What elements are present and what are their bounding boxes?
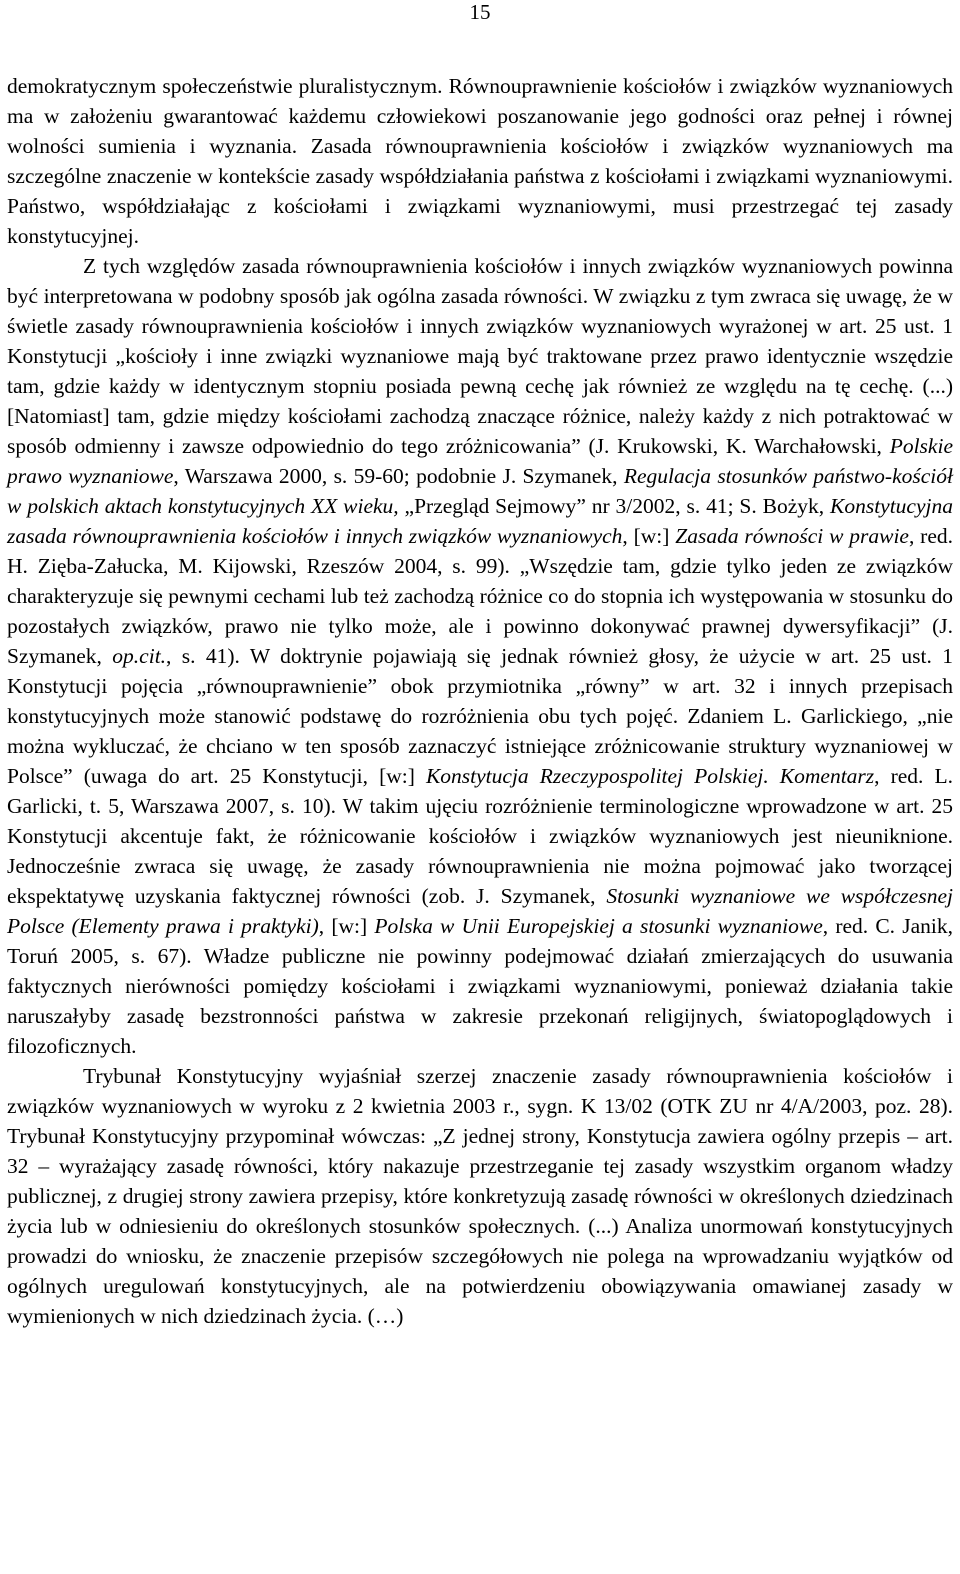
paragraph	[7, 251, 953, 1061]
text-run: „Przegląd Sejmowy” nr 3/2002, s. 41; S. Bożyk,	[398, 494, 830, 518]
text-run: , [w:]	[622, 524, 676, 548]
paragraph	[7, 71, 953, 251]
italic-citation: op.cit.	[112, 644, 167, 668]
text-run: , red. L. Garlicki, t. 5, Warszawa 2007, s. 10). W takim ujęciu rozróżnienie terminologiczne wprowadzone w art. 25 Konstytucji akcentuje fakt, że różnicowanie kościołów i związków wyznaniowych jest nieuniknione. Jednocześnie zwraca się uwagę, że zasady równouprawnienia nie można pojmować jako tworzącej ekspektatywę uzyskania faktycznej równości (zob. J. Szymanek,	[7, 764, 953, 908]
text-run: Trybunał Konstytucyjny wyjaśniał szerzej znaczenie zasady równouprawnienia kościołów i związków wyznaniowych w wyroku z 2 kwietnia 2003 r., sygn. K 13/02 (OTK ZU nr 4/A/2003, poz. 28). Trybunał Konstytucyjny przypominał wówczas: „Z jednej strony, Konstytucja zawiera ogólny przepis – art. 32 – wyrażający zasadę równości, który nakazuje przestrzeganie tej zasady wszystkim organom władzy publicznej, z drugiej strony zawiera przepisy, które konkretyzują zasadę równości w określonych dziedzinach życia lub w odniesieniu do określonych stosunków społecznych. (...) Analiza unormowań konstytucyjnych prowadzi do wniosku, że znaczenie przepisów szczegółowych nie polega na wprowadzaniu wyjątków od ogólnych uregulowań konstytucyjnych, ale na potwierdzeniu obowiązywania omawianej zasady w wymienionych w nich dziedzinach życia. (…)	[7, 1064, 953, 1328]
text-run: , s. 41). W doktrynie pojawiają się jednak również głosy, że użycie w art. 25 ust. 1 Konstytucji pojęcia „równouprawnienie” obok przymiotnika „równy” w art. 32 i innych przepisach konstytucyjnych może stanowić podstawę do rozróżnienia obu tych pojęć. Zdaniem L. Garlickiego, „nie można wykluczać, że chciano w ten sposób zaznaczyć istniejące zróżnicowanie struktury wyznaniowej w Polsce” (uwaga do art. 25 Konstytucji, [w:]	[7, 644, 953, 788]
italic-citation: Regulacja stosunków państwo-kościół w polskich aktach konstytucyjnych XX wieku,	[7, 464, 953, 518]
text-run: Z tych względów zasada równouprawnienia kościołów i innych związków wyznaniowych powinna być interpretowana w podobny sposób jak ogólna zasada równości. W związku z tym zwraca się uwagę, że w świetle zasady równouprawnienia kościołów i innych związków wyznaniowych wyrażonej w art. 25 ust. 1 Konstytucji „kościoły i inne związki wyznaniowe mają być traktowane przez prawo identycznie wszędzie tam, gdzie każdy w identycznym stopniu posiada pewną cechę jak również ze względu na tę cechę. (...) [Natomiast] tam, gdzie między kościołami zachodzą znaczące różnice, należy każdy z nich potraktować w sposób odmienny i zawsze odpowiednio do tego zróżnicowania” (J. Krukowski, K. Warchałowski,	[7, 254, 953, 458]
page-number: 15	[469, 0, 491, 24]
text-run: , red. H. Zięba-Załucka, M. Kijowski, Rzeszów 2004, s. 99). „Wszędzie tam, gdzie tylko jeden ze związków charakteryzuje się pewnymi cechami lub też zachodzą różnice co do stopnia ich występowania w stosunku do pozostałych związków, prawo nie tylko może, ale i powinno dokonywać prawnej dywersyfikacji” (J. Szymanek,	[7, 524, 953, 668]
italic-citation: Konstytucja Rzeczypospolitej Polskiej. Komentarz	[425, 764, 875, 788]
italic-citation: Polskie prawo wyznaniowe	[7, 434, 953, 488]
text-run: , red. C. Janik, Toruń 2005, s. 67). Władze publiczne nie powinny podejmować działań zmierzających do usuwania faktycznych nierówności pomiędzy kościołami i związkami wyznaniowymi, ponieważ działania takie naruszałyby zasadę bezstronności państwa w zakresie przekonań religijnych, światopoglądowych i filozoficznych.	[7, 914, 953, 1058]
text-run: , [w:]	[318, 914, 375, 938]
paragraph	[7, 1061, 953, 1331]
italic-citation: Konstytucyjna zasada równouprawnienia kościołów i innych związków wyznaniowych	[7, 494, 953, 548]
italic-citation: Polska w Unii Europejskiej a stosunki wyznaniowe	[374, 914, 823, 938]
italic-citation: Stosunki wyznaniowe we współczesnej Polsce (Elementy prawa i praktyki)	[7, 884, 953, 938]
body-text	[7, 71, 953, 1331]
text-run: , Warszawa 2000, s. 59-60; podobnie J. Szymanek,	[173, 464, 624, 488]
italic-citation: Zasada równości w prawie	[675, 524, 909, 548]
text-run: demokratycznym społeczeństwie pluralistycznym. Równouprawnienie kościołów i związków wyznaniowych ma w założeniu gwarantować każdemu człowiekowi poszanowanie jego godności oraz pełnej i równej wolności sumienia i wyznania. Zasada równouprawnienia kościołów i związków wyznaniowych ma szczególne znaczenie w kontekście zasady współdziałania państwa z kościołami i związkami wyznaniowymi. Państwo, współdziałając z kościołami i związkami wyznaniowymi, musi przestrzegać tej zasady konstytucyjnej.	[7, 74, 953, 248]
